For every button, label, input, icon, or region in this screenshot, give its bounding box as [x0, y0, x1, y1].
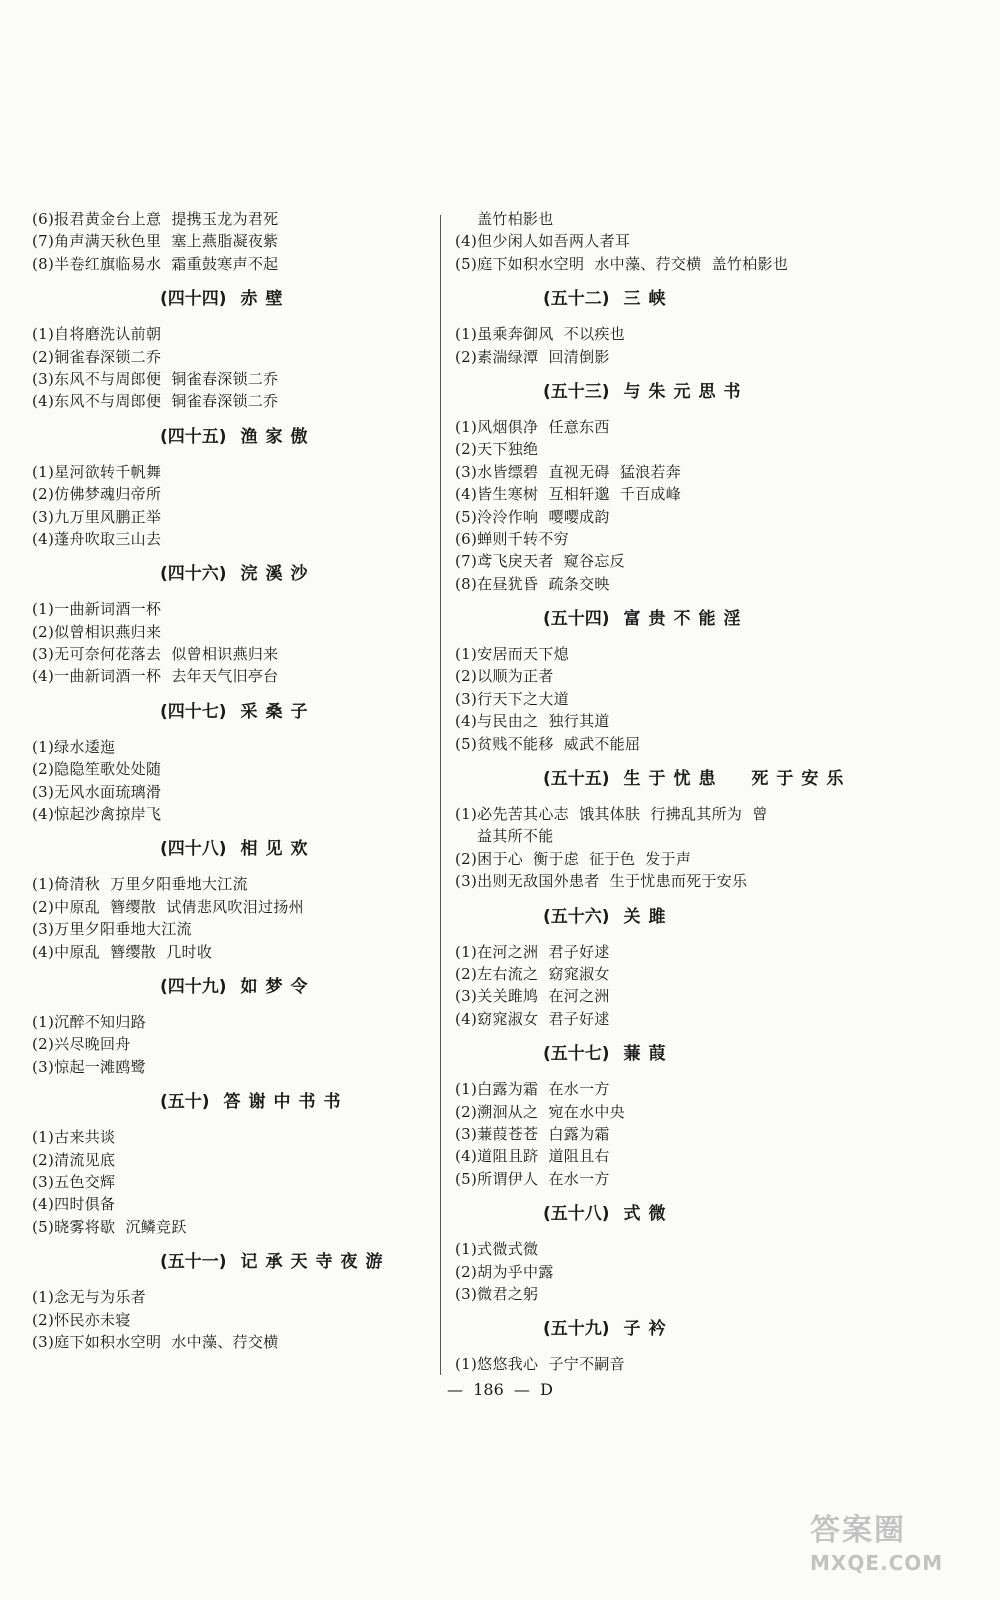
- answer-line: (4)四时俱备: [32, 1195, 116, 1214]
- section-name: 与朱元思书: [623, 381, 749, 402]
- answer-line: 盖竹柏影也: [477, 210, 554, 228]
- section-title: [455, 275, 875, 323]
- section-number: (五十七): [543, 1044, 610, 1065]
- answer-line: (2)怀民亦未寝: [32, 1310, 131, 1329]
- answer-line: (4)蓬舟吹取三山去: [32, 529, 162, 548]
- answer-line: (7)鸢飞戾天者 窥谷忘反: [455, 552, 625, 571]
- answer-line: (2)铜雀春深锁二乔: [32, 347, 162, 366]
- answer-line: (6)报君黄金台上意 提携玉龙为君死: [32, 210, 279, 228]
- answer-line: (6)蝉则千转不穷: [455, 529, 569, 548]
- answer-line: (1)绿水逶迤: [32, 737, 116, 756]
- answer-line: (8)半卷红旗临易水 霜重鼓寒声不起: [32, 254, 279, 273]
- section-title: [455, 368, 875, 416]
- answer-line: (2)素湍绿潭 回清倒影: [455, 347, 610, 366]
- section-number: (四十七): [160, 701, 227, 722]
- answer-line: (2)胡为乎中露: [455, 1262, 554, 1281]
- answer-line: (2)兴尽晚回舟: [32, 1035, 131, 1054]
- section-name: 相见欢: [240, 839, 316, 860]
- answer-line: (2)清流见底: [32, 1150, 116, 1169]
- answer-line: (2)左右流之 窈窕淑女: [455, 964, 610, 983]
- answer-line: (5)庭下如积水空明 水中藻、荇交横 盖竹柏影也: [455, 254, 789, 273]
- answer-line: (1)沉醉不知归路: [32, 1012, 146, 1031]
- answer-line: (3)惊起一滩鸥鹭: [32, 1057, 146, 1076]
- answer-line: (3)东风不与周郎便 铜雀春深锁二乔: [32, 369, 279, 388]
- answer-line: (4)道阻且跻 道阻且右: [455, 1147, 610, 1166]
- answer-line: (3)微君之躬: [455, 1284, 539, 1303]
- section-name: 子衿: [623, 1319, 674, 1340]
- answer-line: (5)晓雾将歇 沉鳞竞跃: [32, 1217, 187, 1236]
- answer-line: (4)皆生寒树 互相轩邈 千百成峰: [455, 485, 682, 504]
- section-name: 浣溪沙: [240, 564, 316, 585]
- section-name: 渔家傲: [240, 426, 316, 447]
- section-name: 生于忧患 死于安乐: [623, 769, 852, 790]
- section-title: [455, 595, 875, 643]
- section-title: [32, 1238, 432, 1286]
- section-name: 答谢中书书: [223, 1092, 349, 1113]
- answer-line: (1)悠悠我心 子宁不嗣音: [455, 1355, 625, 1374]
- answer-line: (4)中原乱 簪缨散 几时收: [32, 942, 213, 961]
- section-name: 关雎: [623, 906, 674, 927]
- answer-line: (8)在昼犹昏 疏条交映: [455, 574, 610, 593]
- watermark: [810, 1505, 980, 1575]
- answer-line: (5)所谓伊人 在水一方: [455, 1169, 610, 1188]
- section-number: (五十四): [543, 609, 610, 630]
- section-name: 式微: [623, 1204, 674, 1225]
- answer-line: (1)一曲新词酒一杯: [32, 600, 162, 619]
- section-title: [32, 688, 432, 736]
- answer-line: (1)必先苦其心志 饿其体肤 行拂乱其所为 曾: [455, 805, 768, 824]
- answer-line: (3)无可奈何花落去 似曾相识燕归来: [32, 645, 279, 664]
- section-title: [32, 275, 432, 323]
- section-number: (五十二): [543, 289, 610, 310]
- section-number: (五十三): [543, 381, 610, 402]
- section-title: [32, 550, 432, 598]
- answer-line: (3)水皆缥碧 直视无碍 猛浪若奔: [455, 462, 682, 481]
- section-name: 蒹葭: [623, 1044, 674, 1065]
- answer-line: (4)一曲新词酒一杯 去年天气旧亭台: [32, 667, 279, 686]
- answer-line: 益其所不能: [477, 827, 554, 846]
- section-title: [32, 825, 432, 873]
- answer-line: (3)行天下之大道: [455, 689, 569, 708]
- section-name: 采桑子: [240, 701, 316, 722]
- answer-line: (4)惊起沙禽掠岸飞: [32, 805, 162, 824]
- answer-line: (2)仿佛梦魂归帝所: [32, 485, 162, 504]
- section-number: (四十五): [160, 426, 227, 447]
- answer-line: (5)贫贱不能移 威武不能屈: [455, 734, 641, 753]
- answer-line: (1)星河欲转千帆舞: [32, 462, 162, 481]
- answer-line: (3)无风水面琉璃滑: [32, 782, 162, 801]
- answer-line: (4)东风不与周郎便 铜雀春深锁二乔: [32, 392, 279, 411]
- right-column: [455, 208, 875, 1376]
- answer-line: (1)虽乘奔御风 不以疾也: [455, 325, 625, 344]
- section-name: 如梦令: [240, 976, 316, 997]
- section-title: [455, 755, 875, 803]
- answer-line: (2)天下独绝: [455, 440, 539, 459]
- answer-line: (3)蒹葭苍苍 白露为霜: [455, 1124, 610, 1143]
- answer-line: (2)以顺为正者: [455, 667, 554, 686]
- answer-line: (4)但少闲人如吾两人者耳: [455, 232, 631, 251]
- answer-line: (1)古来共谈: [32, 1128, 116, 1147]
- answer-line: (7)角声满天秋色里 塞上燕脂凝夜紫: [32, 232, 279, 251]
- section-title: [455, 893, 875, 941]
- answer-line: (2)困于心 衡于虑 征于色 发于声: [455, 849, 692, 868]
- answer-line: (4)窈窕淑女 君子好逑: [455, 1009, 610, 1028]
- answer-line: (2)中原乱 簪缨散 试倩悲风吹泪过扬州: [32, 897, 304, 916]
- answer-line: (1)安居而天下熄: [455, 645, 569, 664]
- section-number: (四十八): [160, 839, 227, 860]
- answer-line: (1)式微式微: [455, 1240, 539, 1259]
- section-number: (五十一): [160, 1252, 227, 1273]
- section-name: 富贵不能淫: [623, 609, 749, 630]
- left-column: [32, 208, 432, 1353]
- section-title: [455, 1030, 875, 1078]
- section-number: (四十四): [160, 289, 227, 310]
- answer-line: (2)溯洄从之 宛在水中央: [455, 1102, 625, 1121]
- section-number: (五十): [160, 1092, 210, 1113]
- section-number: (四十九): [160, 976, 227, 997]
- section-title: [32, 1078, 432, 1126]
- section-number: (五十五): [543, 769, 610, 790]
- answer-line: (2)似曾相识燕归来: [32, 622, 162, 641]
- section-name: 三峡: [623, 289, 674, 310]
- answer-line: (1)自将磨洗认前朝: [32, 325, 162, 344]
- section-number: (五十六): [543, 906, 610, 927]
- section-name: 赤壁: [240, 289, 291, 310]
- section-number: (五十八): [543, 1204, 610, 1225]
- column-divider: [440, 215, 441, 1375]
- answer-line: (3)出则无敌国外患者 生于忧患而死于安乐: [455, 872, 748, 891]
- section-title: [32, 963, 432, 1011]
- answer-line: (3)关关雎鸠 在河之洲: [455, 987, 610, 1006]
- answer-line: (1)白露为霜 在水一方: [455, 1080, 610, 1099]
- section-name: 记承天寺夜游: [240, 1252, 391, 1273]
- answer-line: (3)五色交辉: [32, 1172, 116, 1191]
- page-number: — 186 — D: [447, 1380, 553, 1399]
- answer-line: (3)庭下如积水空明 水中藻、荇交横: [32, 1332, 279, 1351]
- answer-line: (3)万里夕阳垂地大江流: [32, 920, 192, 939]
- answer-line: (5)泠泠作响 嘤嘤成韵: [455, 507, 610, 526]
- answer-line: (1)风烟俱净 任意东西: [455, 417, 610, 436]
- section-title: [455, 1305, 875, 1353]
- answer-line: (1)念无与为乐者: [32, 1288, 146, 1307]
- section-title: [455, 1190, 875, 1238]
- answer-line: (2)隐隐笙歌处处随: [32, 760, 162, 779]
- watermark-logo: 答案圈: [810, 1513, 906, 1548]
- section-number: (四十六): [160, 564, 227, 585]
- answer-line: (1)在河之洲 君子好逑: [455, 942, 610, 961]
- section-title: [32, 413, 432, 461]
- answer-line: (1)倚清秋 万里夕阳垂地大江流: [32, 875, 248, 894]
- answer-line: (3)九万里风鹏正举: [32, 507, 162, 526]
- section-number: (五十九): [543, 1319, 610, 1340]
- watermark-url: MXQE.COM: [810, 1551, 944, 1575]
- answer-line: (4)与民由之 独行其道: [455, 712, 610, 731]
